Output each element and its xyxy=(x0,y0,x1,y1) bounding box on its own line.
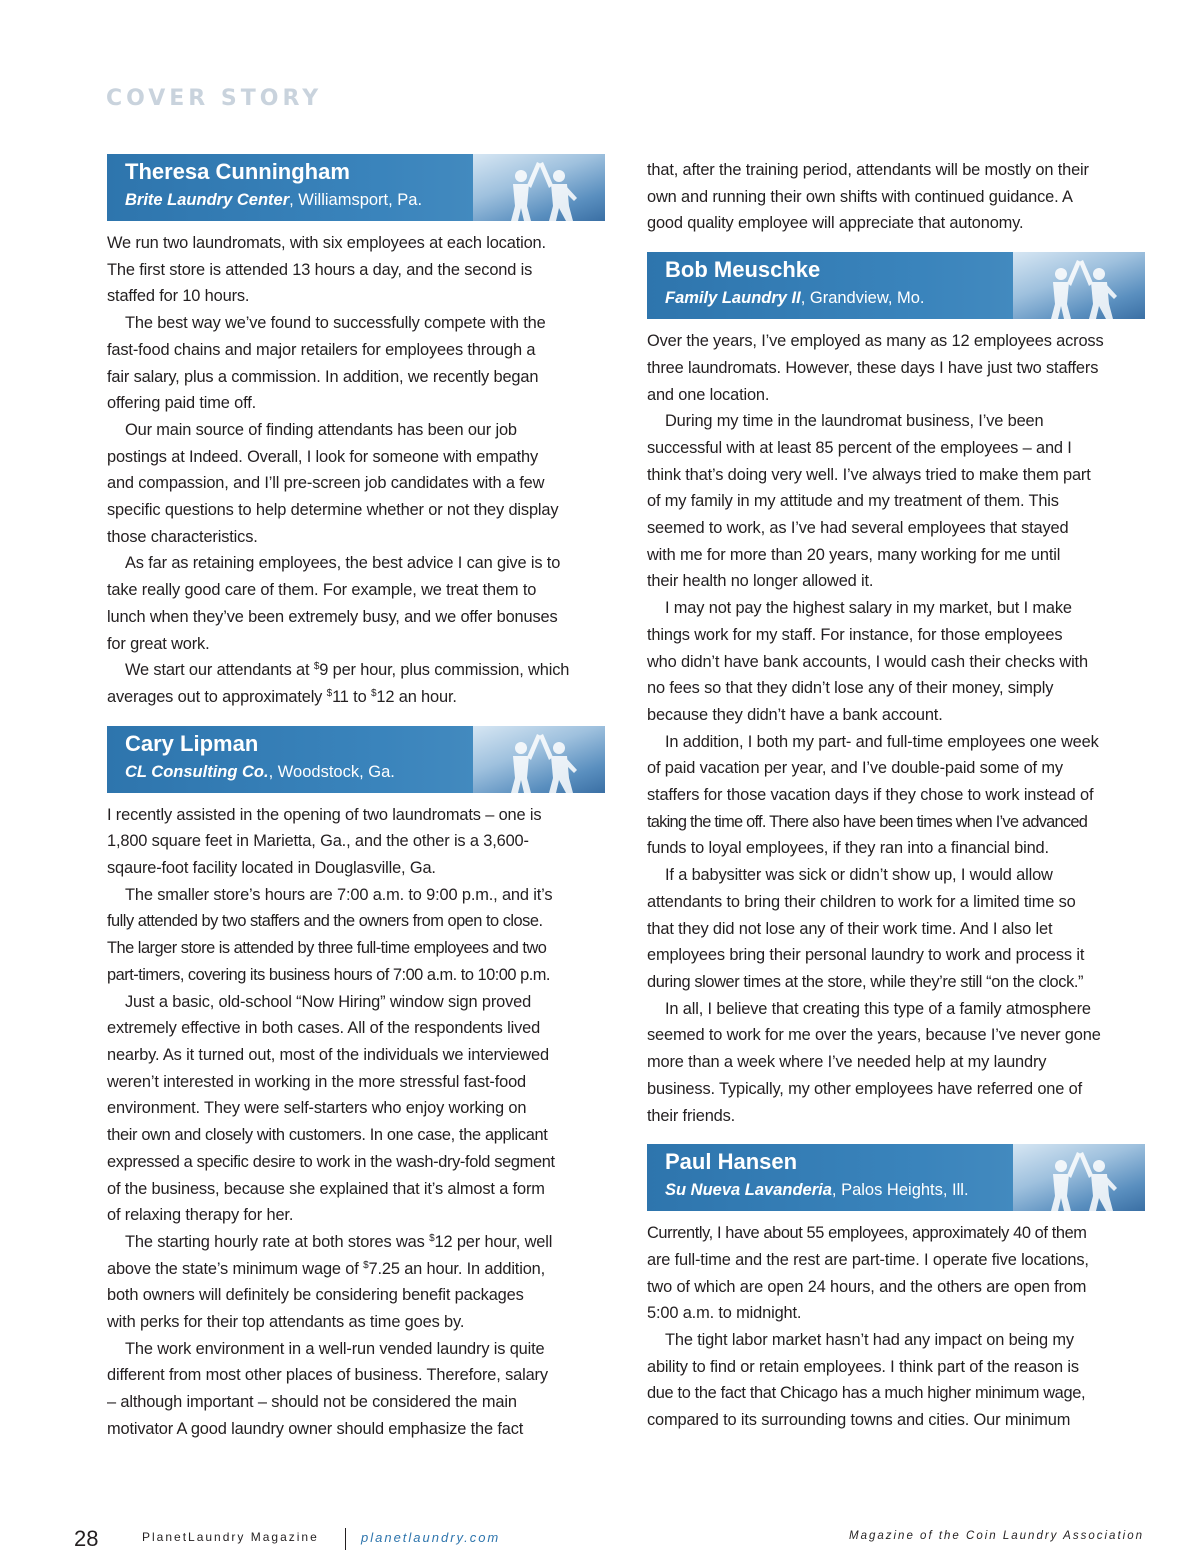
paragraph: If a babysitter was sick or didn’t show up, I would allow attendants to bring their children to work for a limited time so that they did not lose any of their work time. And I also let employees bring their personal laundry to work and process it during slower times at the store, while they’re still “on the clock.” xyxy=(647,866,1085,991)
profile-name: Theresa Cunningham xyxy=(125,159,350,184)
paragraph: I may not pay the highest salary in my market, but I make things work for my staff. For instance, for those employees who didn’t have bank accounts, I would cash their checks with no fees so that they didn’t lose any of their money, simply because they didn’t have a bank account. xyxy=(647,599,1088,724)
high-five-figures-icon xyxy=(1013,1144,1145,1211)
footer-url-link[interactable]: planetlaundry.com xyxy=(361,1530,501,1545)
profile-header-cary xyxy=(107,726,605,793)
profile-city: , Woodstock, Ga. xyxy=(268,762,395,781)
profile-business: Family Laundry II xyxy=(665,289,801,308)
paragraph: I recently assisted in the opening of two laundromats – one is 1,800 square feet in Marietta, Ga., and the other is a 3,600- sqaure-foot facility located in Douglasville, Ga. xyxy=(107,805,542,878)
high-five-figures-icon xyxy=(473,154,605,221)
profile-location xyxy=(665,289,925,308)
paragraph: Just a basic, old-school “Now Hiring” window sign proved extremely effective in both cases. All of the respondents lived nearby. As it turned out, most of the individuals we interviewed weren’t interested in working in the more stressful fast-food environment. They were self-starters who enjoy working on their own and closely with customers. In one case, the applicant expressed a specific desire to work in the wash-dry-fold segment of the business, because she explained that it’s almost a form of relaxing therapy for her. xyxy=(107,992,555,1225)
paragraph: As far as retaining employees, the best advice I can give is to take really good care of them. For example, we treat them to lunch when they’ve been extremely busy, and we offer bonuses for great work. xyxy=(107,554,561,653)
profile-header-bob xyxy=(647,252,1145,319)
paragraph: The smaller store’s hours are 7:00 a.m. to 9:00 p.m., and it’s fully attended by two staffers and the owners from open to close. The larger store is attended by three full-time employees and two part-timers, covering its business hours of 7:00 a.m. to 10:00 p.m. xyxy=(107,885,553,984)
high-five-figures-icon xyxy=(473,726,605,793)
profile-city: , Grandview, Mo. xyxy=(800,289,925,308)
paragraph: The best way we’ve found to successfully compete with the fast-food chains and major retailers for employees through a fair salary, plus a commission. In addition, we recently began offering paid time off. xyxy=(107,314,546,413)
page-number: 28 xyxy=(74,1526,99,1551)
paragraph: Over the years, I’ve employed as many as 12 employees across three laundromats. However, these days I have just two staffers and one location. xyxy=(647,332,1104,404)
footer-association: Magazine of the Coin Laundry Association xyxy=(848,1530,1144,1542)
left-column xyxy=(107,154,605,1443)
profile-city: , Palos Heights, Ill. xyxy=(831,1181,969,1200)
paragraph: In addition, I both my part- and full-time employees one week of paid vacation per year, and I’ve double-paid some of my staffers for those vacation days if they chose to work instead of taking the time off. There also have been times when I’ve advanced funds to loyal employees, if they ran into a financial bind. xyxy=(647,732,1099,858)
footer-divider xyxy=(345,1528,346,1550)
profile-business: CL Consulting Co. xyxy=(125,762,269,781)
paragraph: The tight labor market hasn’t had any impact on being my ability to find or retain employees. I think part of the reason is due to the fact that Chicago has a much higher minimum wage, compared to its surrounding towns and cities. Our minimum xyxy=(647,1331,1086,1430)
profile-header-paul xyxy=(647,1144,1145,1211)
paragraph: The work environment in a well-run vended laundry is quite different from most other places of business. Therefore, salary – although important – should not be considered the main motivator A good laundry owner should emphasize the fact xyxy=(107,1339,548,1438)
profile-name: Paul Hansen xyxy=(665,1149,798,1175)
profile-location xyxy=(665,1181,969,1200)
profile-location xyxy=(125,763,395,782)
footer-magazine-name: PlanetLaundry Magazine xyxy=(142,1530,319,1544)
right-column xyxy=(647,157,1145,1434)
paragraph: We start our attendants at $9 per hour, plus commission, which averages out to approximately $11 to $12 an hour. xyxy=(107,661,570,706)
paragraph: that, after the training period, attendants will be mostly on their own and running their own shifts with continued guidance. A good quality employee will appreciate that autonomy. xyxy=(647,161,1089,233)
profile-business: Su Nueva Lavanderia xyxy=(665,1181,832,1200)
paragraph: Currently, I have about 55 employees, approximately 40 of them are full-time and the rest are part-time. I operate five locations, two of which are open 24 hours, and the others are open from 5:00 a.m. to midnight. xyxy=(647,1224,1089,1323)
high-five-figures-icon xyxy=(1013,252,1145,319)
profile-city: , Williamsport, Pa. xyxy=(289,191,423,209)
profile-name: Cary Lipman xyxy=(125,730,259,756)
profile-name: Bob Meuschke xyxy=(665,257,821,283)
paragraph: During my time in the laundromat business, I’ve been successful with at least 85 percent of the employees – and I think that’s doing very well. I’ve always tried to make them part of my family in my attitude and my treatment of them. This seemed to work, as I’ve had several employees that stayed with me for more than 20 years, many working for me until their health no longer allowed it. xyxy=(647,412,1091,591)
section-label: COVER STORY xyxy=(106,86,323,111)
paragraph: We run two laundromats, with six employees at each location. The first store is attended 13 hours a day, and the second is staffed for 10 hours. xyxy=(107,234,546,306)
profile-header-theresa xyxy=(107,154,605,221)
paragraph: Our main source of finding attendants has been our job postings at Indeed. Overall, I look for someone with empathy and compassion, and I’ll pre-screen job candidates with a few specific questions to help determine whether or not they display those characteristics. xyxy=(107,420,559,546)
paragraph: The starting hourly rate at both stores was $12 per hour, well above the state’s minimum wage of $7.25 an hour. In addition, both owners will definitely be considering benefit packages with perks for their top attendants as time goes by. xyxy=(107,1232,553,1332)
paragraph: In all, I believe that creating this type of a family atmosphere seemed to work for me over the years, because I’ve never gone more than a week where I’ve needed help at my laundry business. Typically, my other employees have referred one of their friends. xyxy=(647,999,1101,1125)
profile-location xyxy=(125,191,422,210)
profile-business: Brite Laundry Center xyxy=(125,191,290,209)
